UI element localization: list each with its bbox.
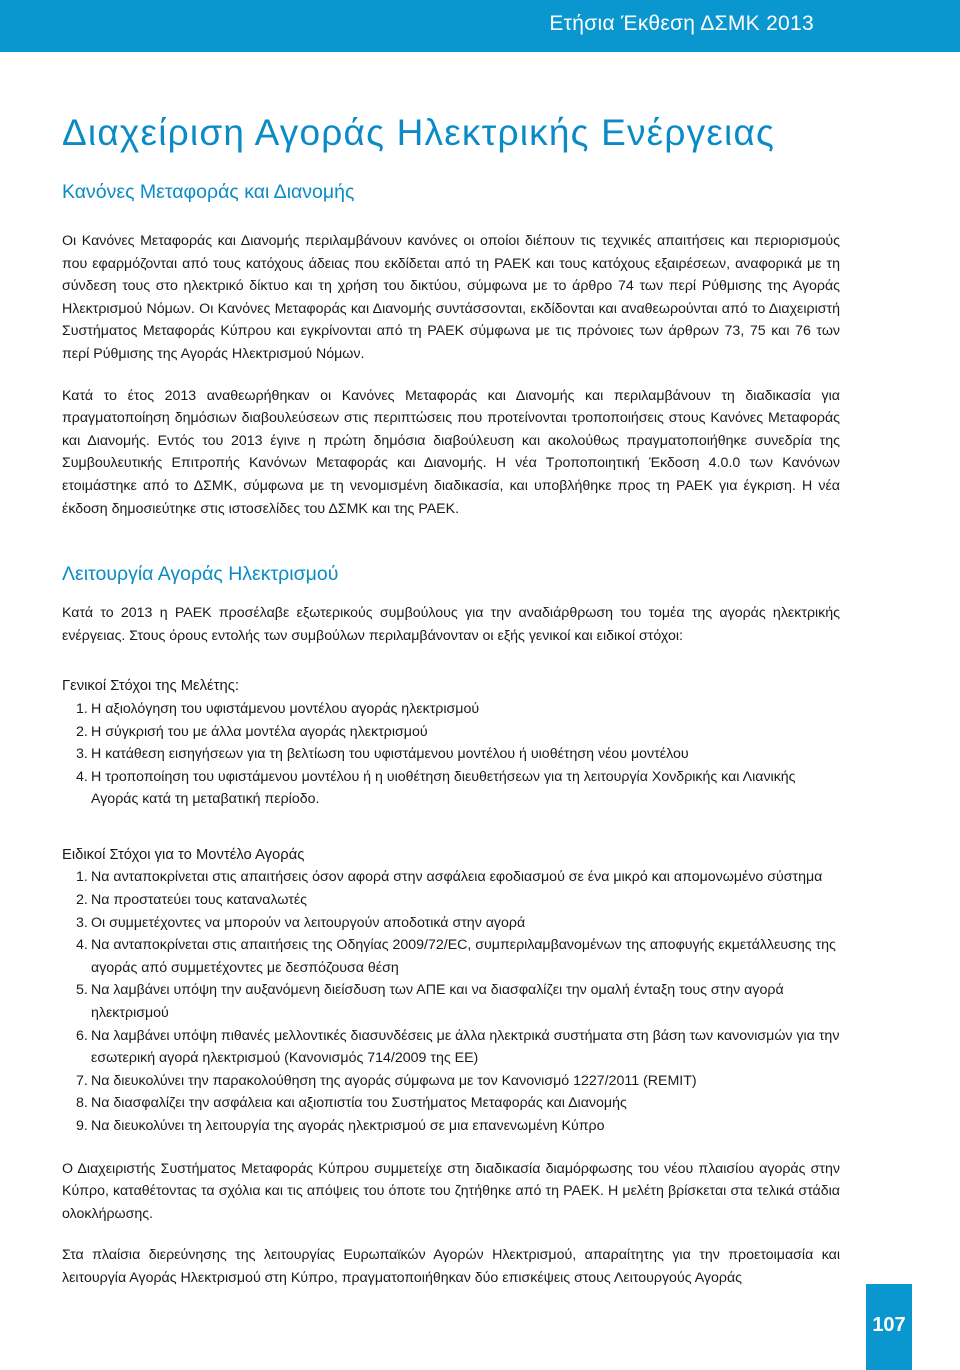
list-item — [62, 866, 840, 889]
list-text: Να προστατεύει τους καταναλωτές — [91, 892, 307, 909]
paragraph: Οι Κανόνες Μεταφοράς και Διανομής περιλαμβάνουν κανόνες οι οποίοι διέπουν τις τεχνικές απαιτήσεις και περιορισμούς που εφαρμόζονται από τους κατόχους άδειας που εκδίδεται από τη ΡΑΕΚ και τους κατόχους εξαιρέσεων, αναφορικά με τη σύνδεση τους στο ηλεκτρικό δίκτυο και τη χρήση του δικτύου, σύμφωνα με το άρθρο 74 των περί Ρύθμισης της Αγοράς Ηλεκτρισμού Νόμων. Οι Κανόνες Μεταφοράς και Διανομής συντάσσονται, εκδίδονται και αναθεωρούνται από το Διαχειριστή Συστήματος Μεταφοράς Κύπρου και εγκρίνονται από τη ΡΑΕΚ σύμφωνα με τις πρόνοιες των άρθρων 73, 75 και 76 των περί Ρύθμισης της Αγοράς Ηλεκτρισμού Νόμων. — [62, 233, 840, 362]
list-item — [62, 912, 840, 935]
list-number: 4. — [76, 937, 88, 954]
list-text: Η αξιολόγηση του υφιστάμενου μοντέλου αγοράς ηλεκτρισμού — [91, 700, 480, 717]
list-number: 9. — [76, 1118, 88, 1134]
section-heading-market-operation: Λειτουργία Αγοράς Ηλεκτρισμού — [62, 563, 339, 586]
list-text: Η σύγκρισή του με άλλα μοντέλα αγοράς ηλεκτρισμού — [91, 723, 428, 740]
list-text: Να διευκολύνει την παρακολούθηση της αγοράς σύμφωνα με τον Κανονισμό 1227/2011 (REMIT) — [91, 1072, 697, 1089]
list-number: 1. — [76, 700, 88, 717]
general-goals-heading: Γενικοί Στόχοι της Μελέτης: — [62, 678, 239, 695]
list-text: Να ανταποκρίνεται στις απαιτήσεις της Οδηγίας 2009/72/EC, συμπεριλαμβανομένων της αποφυγής εκμετάλλευσης της αγοράς από συμμετέχοντες με δεσπόζουσα θέση — [91, 937, 836, 976]
list-text: Η τροποποίηση του υφιστάμενου μοντέλου ή η υιοθέτηση διευθετήσεων για τη λειτουργία Χονδρικής και Λιανικής Αγοράς κατά τη μεταβατική περίοδο. — [91, 768, 796, 808]
list-item — [62, 1115, 840, 1138]
list-number: 4. — [76, 768, 88, 785]
specific-goals-list — [62, 866, 840, 1137]
spacer — [62, 1138, 840, 1158]
list-number: 3. — [76, 914, 88, 931]
list-text: Να διευκολύνει τη λειτουργία της αγοράς ηλεκτρισμού σε μια επανενωμένη Κύπρο — [91, 1118, 605, 1134]
list-number: 2. — [76, 723, 88, 740]
list-text: Οι συμμετέχοντες να μπορούν να λειτουργούν αποδοτικά στην αγορά — [91, 914, 526, 931]
paragraph: Ο Διαχειριστής Συστήματος Μεταφοράς Κύπρου συμμετείχε στη διαδικασία διαμόρφωσης του νέου πλαισίου αγοράς στην Κύπρο, καταθέτοντας τα σχόλια και τις απόψεις του όποτε του ζητήθηκε από τη ΡΑΕΚ. Η μελέτη βρίσκεται στα τελικά στάδια ολοκλήρωσης. — [62, 1160, 840, 1222]
list-number: 5. — [76, 982, 88, 999]
list-text: Να ανταποκρίνεται στις απαιτήσεις όσον αφορά στην ασφάλεια εφοδιασμού σε ένα μικρό και απομονωμένο σύστημα — [91, 869, 823, 886]
paragraph: Κατά το έτος 2013 αναθεωρήθηκαν οι Κανόνες Μεταφοράς και Διανομής και περιλαμβάνουν τη διαδικασία για πραγματοποίηση δημόσιων διαβουλεύσεων στις περιπτώσεις που προτείνονται τροποποιήσεις στους Κανόνες Μεταφοράς και Διανομής. Εντός του 2013 έγινε η πρώτη δημόσια διαβούλευση και ακολούθως πραγματοποιήθηκε συνεδρία της Συμβουλευτικής Επιτροπής Κανόνων Μεταφοράς και Διανομής. Η νέα Τροποποιητική Έκδοση 4.0.0 των Κανόνων ετοιμάστηκε από το ΔΣΜΚ, σύμφωνα με τη νενομισμένη διαδικασία, και υποβλήθηκε προς τη ΡΑΕΚ για έγκριση. Η νέα έκδοση δημοσιεύτηκε στις ιστοσελίδες του ΔΣΜΚ και της ΡΑΕΚ. — [62, 387, 840, 517]
section-heading-transmission-rules: Κανόνες Μεταφοράς και Διανομής — [62, 181, 355, 203]
list-number: 1. — [76, 869, 88, 886]
list-item — [62, 934, 840, 979]
list-item — [62, 721, 840, 744]
paragraph: Κατά το 2013 η ΡΑΕΚ προσέλαβε εξωτερικούς συμβούλους για την αναδιάρθρωση του τομέα της αγοράς ηλεκτρικής ενέργειας. Στους όρους εντολής των συμβούλων περιλαμβάνονταν οι εξής γενικοί και ειδικοί στόχοι: — [62, 605, 840, 644]
page-title: Διαχείριση Αγοράς Ηλεκτρικής Ενέργειας — [62, 112, 776, 153]
list-item — [62, 1025, 840, 1070]
list-item — [62, 1070, 840, 1093]
list-item — [62, 979, 840, 1024]
list-text: Η κατάθεση εισηγήσεων για τη βελτίωση του υφιστάμενου μοντέλου ή υιοθέτηση νέου μοντέλου — [91, 746, 689, 763]
list-item — [62, 698, 840, 721]
main-content — [62, 178, 840, 1290]
list-item — [62, 1092, 840, 1115]
page-number: 107 — [866, 1284, 912, 1370]
list-number: 7. — [76, 1072, 88, 1089]
list-item — [62, 889, 840, 912]
general-goals-list — [62, 698, 840, 811]
list-number: 3. — [76, 746, 88, 763]
list-item — [62, 743, 840, 766]
list-text: Να διασφαλίζει την ασφάλεια και αξιοπιστία του Συστήματος Μεταφοράς και Διανομής — [91, 1095, 627, 1112]
paragraph: Στα πλαίσια διερεύνησης της λειτουργίας Ευρωπαϊκών Αγορών Ηλεκτρισμού, απαραίτητης για την προετοιμασία και λειτουργία Αγοράς Ηλεκτρισμού στη Κύπρο, πραγματοποιήθηκαν δύο επισκέψεις στους Λειτουργούς Αγοράς — [62, 1247, 840, 1286]
list-number: 2. — [76, 892, 88, 909]
list-text: Να λαμβάνει υπόψη πιθανές μελλοντικές διασυνδέσεις με άλλα ηλεκτρικά συστήματα στη βάση των κανονισμών για την εσωτερική αγορά ηλεκτρισμού (Κανονισμός 714/2009 της ΕΕ) — [91, 1027, 840, 1067]
list-number: 6. — [76, 1027, 88, 1044]
list-item — [62, 766, 840, 811]
header-band — [0, 0, 960, 52]
list-text: Να λαμβάνει υπόψη την αυξανόμενη διείσδυση των ΑΠΕ και να διασφαλίζει την ομαλή ένταξη τους στην αγορά ηλεκτρισμού — [91, 982, 784, 1022]
report-title: Ετήσια Έκθεση ΔΣΜΚ 2013 — [549, 12, 814, 35]
list-number: 8. — [76, 1095, 88, 1112]
specific-goals-heading: Ειδικοί Στόχοι για το Μοντέλο Αγοράς — [62, 846, 305, 863]
